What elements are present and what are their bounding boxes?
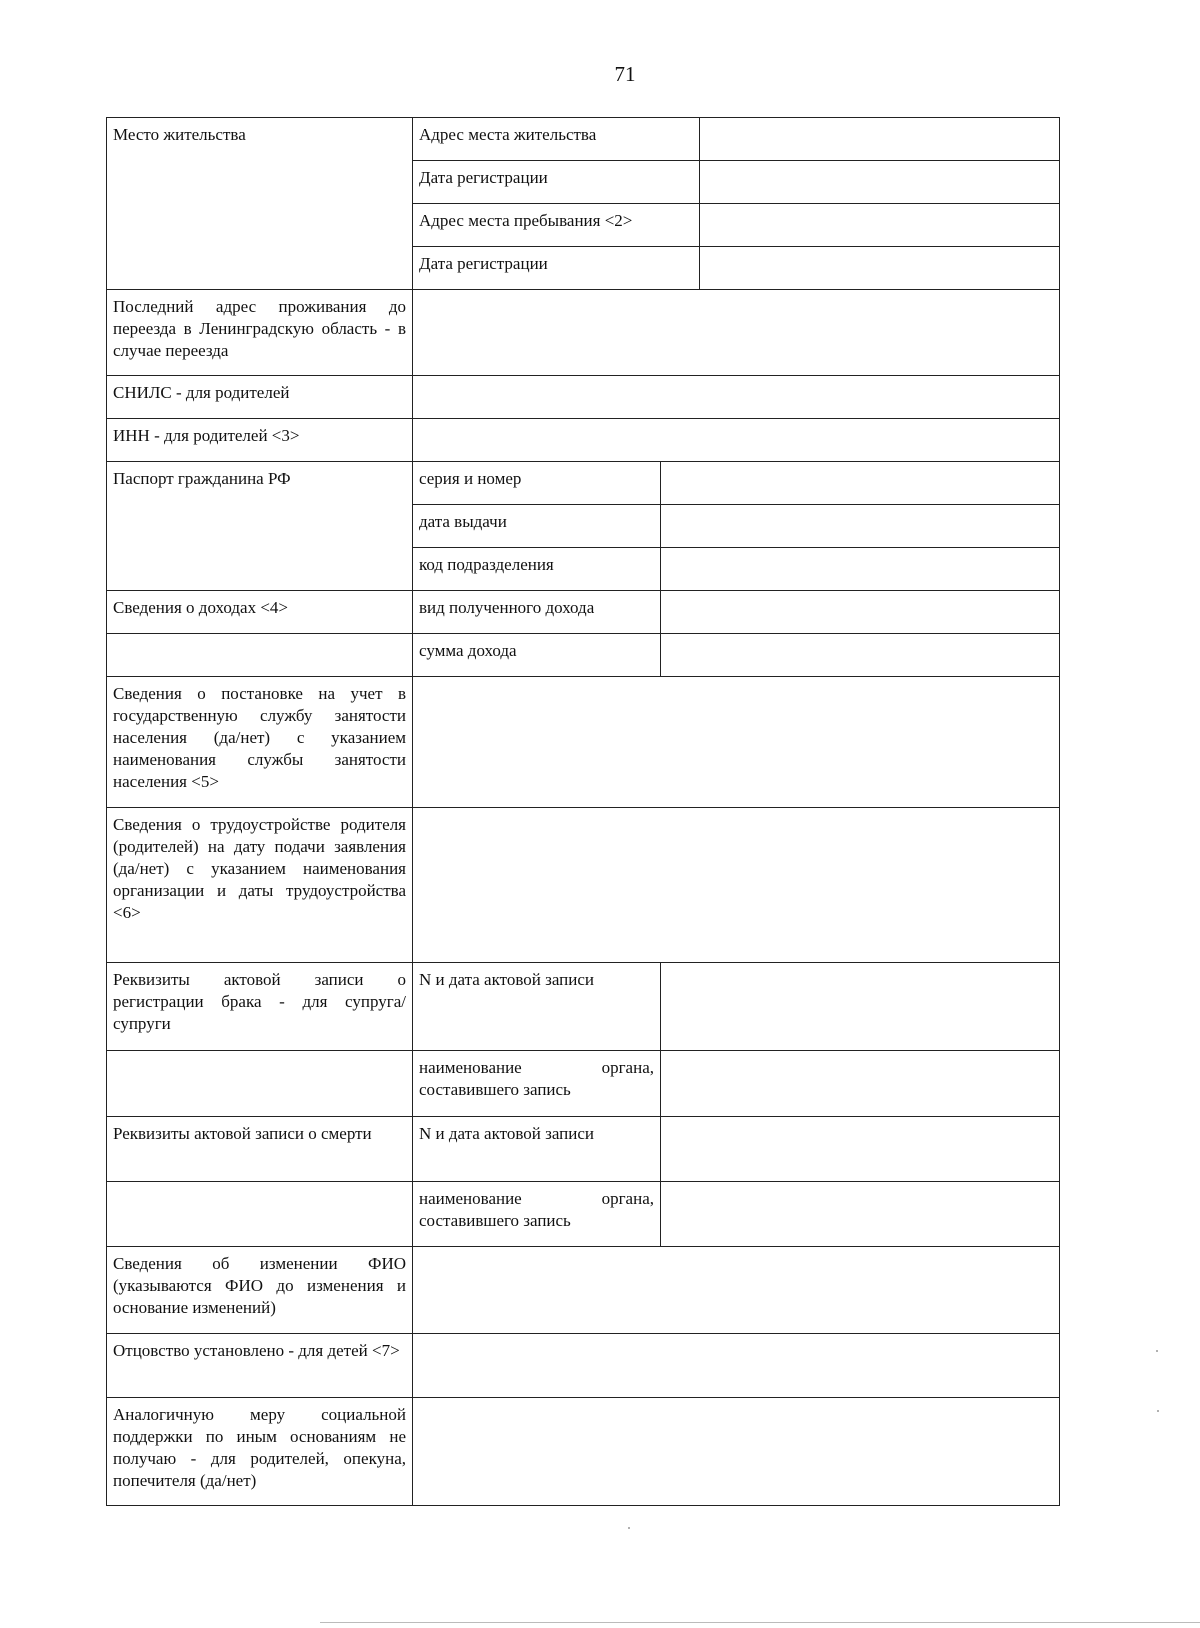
- income-type-label: вид полученного дохода: [413, 591, 661, 634]
- death-authority-label: наименование органа, составившего запись: [413, 1182, 661, 1247]
- name-change-row: [107, 1247, 1060, 1334]
- income-row: [107, 634, 1060, 677]
- similar-support-label: Аналогичную меру социальной поддержки по иным основаниям не получаю - для родителей, опекуна, попечителя (да/нет): [107, 1398, 413, 1506]
- passport-series-value[interactable]: [661, 462, 1060, 505]
- death-label: Реквизиты актовой записи о смерти: [107, 1117, 413, 1182]
- last-address-value[interactable]: [413, 290, 1060, 376]
- employment-label: Сведения о трудоустройстве родителя (родителей) на дату подачи заявления (да/нет) с указанием наименования организации и даты трудоустройства <6>: [107, 808, 413, 963]
- employment-value[interactable]: [413, 808, 1060, 963]
- stay-registration-date-value[interactable]: [700, 247, 1060, 290]
- stay-registration-date-label: Дата регистрации: [413, 247, 700, 290]
- scan-speck: [1157, 1410, 1159, 1412]
- stay-address-value[interactable]: [700, 204, 1060, 247]
- passport-division-code-label: код подразделения: [413, 548, 661, 591]
- marriage-label: Реквизиты актовой записи о регистрации брака - для супруга/супруги: [107, 963, 413, 1051]
- snils-value[interactable]: [413, 376, 1060, 419]
- residence-row: [107, 118, 1060, 161]
- similar-support-row: [107, 1398, 1060, 1506]
- death-empty-cell: [107, 1182, 413, 1247]
- paternity-value[interactable]: [413, 1334, 1060, 1398]
- passport-issue-date-value[interactable]: [661, 505, 1060, 548]
- last-address-label: Последний адрес проживания до переезда в Ленинградскую область - в случае переезда: [107, 290, 413, 376]
- residence-address-value[interactable]: [700, 118, 1060, 161]
- income-label: Сведения о доходах <4>: [107, 591, 413, 634]
- marriage-row: [107, 1051, 1060, 1117]
- scan-edge-line: [320, 1622, 1200, 1623]
- paternity-row: [107, 1334, 1060, 1398]
- income-empty-cell: [107, 634, 413, 677]
- employment-service-value[interactable]: [413, 677, 1060, 808]
- name-change-value[interactable]: [413, 1247, 1060, 1334]
- page-number: 71: [614, 62, 636, 86]
- similar-support-value[interactable]: [413, 1398, 1060, 1506]
- marriage-row: [107, 963, 1060, 1051]
- employment-service-row: [107, 677, 1060, 808]
- death-number-date-label: N и дата актовой записи: [413, 1117, 661, 1182]
- registration-date-label: Дата регистрации: [413, 161, 700, 204]
- income-row: [107, 591, 1060, 634]
- employment-service-label: Сведения о постановке на учет в государственную службу занятости населения (да/нет) с указанием наименования службы занятости населения <5>: [107, 677, 413, 808]
- residence-address-label: Адрес места жительства: [413, 118, 700, 161]
- inn-row: [107, 419, 1060, 462]
- stay-address-label: Адрес места пребывания <2>: [413, 204, 700, 247]
- inn-label: ИНН - для родителей <3>: [107, 419, 413, 462]
- scan-speck: [1156, 1350, 1158, 1352]
- marriage-empty-cell: [107, 1051, 413, 1117]
- application-form-table: [106, 117, 1060, 1506]
- snils-label: СНИЛС - для родителей: [107, 376, 413, 419]
- death-row: [107, 1117, 1060, 1182]
- inn-value[interactable]: [413, 419, 1060, 462]
- death-authority-value[interactable]: [661, 1182, 1060, 1247]
- residence-label: Место жительства: [107, 118, 413, 290]
- passport-series-label: серия и номер: [413, 462, 661, 505]
- name-change-label: Сведения об изменении ФИО (указываются ФИО до изменения и основание изменений): [107, 1247, 413, 1334]
- marriage-number-date-value[interactable]: [661, 963, 1060, 1051]
- income-type-value[interactable]: [661, 591, 1060, 634]
- passport-row: [107, 462, 1060, 505]
- marriage-number-date-label: N и дата актовой записи: [413, 963, 661, 1051]
- income-amount-label: сумма дохода: [413, 634, 661, 677]
- marriage-authority-value[interactable]: [661, 1051, 1060, 1117]
- income-amount-value[interactable]: [661, 634, 1060, 677]
- death-row: [107, 1182, 1060, 1247]
- marriage-authority-label: наименование органа, составившего запись: [413, 1051, 661, 1117]
- scan-speck: [628, 1527, 630, 1529]
- employment-row: [107, 808, 1060, 963]
- registration-date-value[interactable]: [700, 161, 1060, 204]
- passport-label: Паспорт гражданина РФ: [107, 462, 413, 591]
- passport-division-code-value[interactable]: [661, 548, 1060, 591]
- death-number-date-value[interactable]: [661, 1117, 1060, 1182]
- passport-issue-date-label: дата выдачи: [413, 505, 661, 548]
- snils-row: [107, 376, 1060, 419]
- last-address-row: [107, 290, 1060, 376]
- paternity-label: Отцовство установлено - для детей <7>: [107, 1334, 413, 1398]
